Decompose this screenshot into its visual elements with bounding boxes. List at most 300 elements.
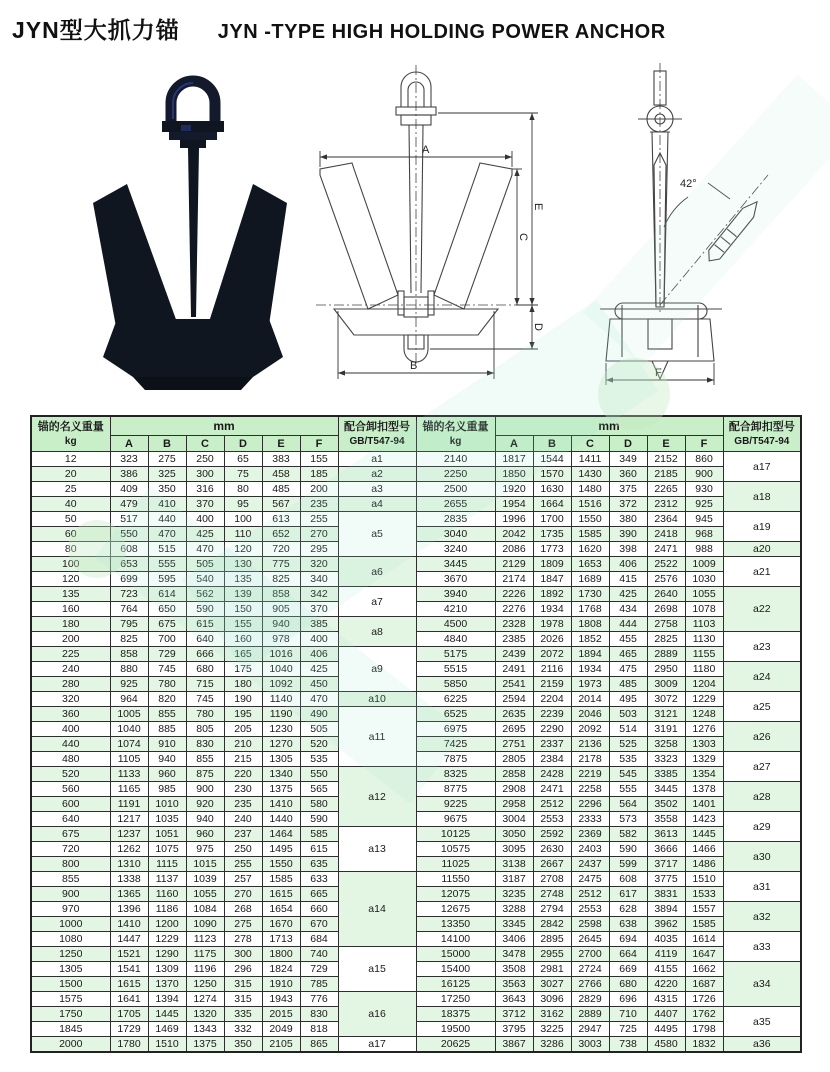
dim-cell: 582 (609, 827, 647, 842)
dim-cell: 1075 (148, 842, 186, 857)
dim-cell: 2174 (495, 572, 533, 587)
dim-cell: 1654 (262, 902, 300, 917)
weight-cell: 600 (31, 797, 110, 812)
dim-cell: 350 (224, 1037, 262, 1053)
dim-cell: 745 (148, 662, 186, 677)
dim-cell: 3288 (495, 902, 533, 917)
dim-cell: 1180 (685, 662, 723, 677)
dim-cell: 296 (224, 962, 262, 977)
dim-cell: 2955 (533, 947, 571, 962)
dim-cell: 968 (685, 527, 723, 542)
weight-cell: 5515 (416, 662, 495, 677)
dim-cell: 3563 (495, 977, 533, 992)
dim-cell: 3027 (533, 977, 571, 992)
dim-cell: 2014 (571, 692, 609, 707)
dim-cell: 370 (300, 602, 338, 617)
dim-cell: 2086 (495, 542, 533, 557)
dim-cell: 130 (224, 557, 262, 572)
weight-cell: 40 (31, 497, 110, 512)
dim-cell: 1768 (571, 602, 609, 617)
dim-cell: 776 (300, 992, 338, 1007)
dim-cell: 2384 (533, 752, 571, 767)
dim-cell: 650 (148, 602, 186, 617)
weight-cell: 800 (31, 857, 110, 872)
table-row (31, 602, 801, 617)
dim-cell: 1204 (685, 677, 723, 692)
dim-col-header: B (533, 436, 571, 452)
dim-cell: 988 (685, 542, 723, 557)
dim-cell: 613 (262, 512, 300, 527)
table-row (31, 1007, 801, 1022)
weight-cell: 2250 (416, 467, 495, 482)
dim-cell: 608 (609, 872, 647, 887)
shackle-header-left (338, 416, 416, 452)
anchor-drawing-front (298, 57, 550, 395)
dim-cell: 1401 (685, 797, 723, 812)
dim-cell: 1852 (571, 632, 609, 647)
table-row (31, 767, 801, 782)
table-row (31, 782, 801, 797)
weight-cell: 180 (31, 617, 110, 632)
table-row (31, 932, 801, 947)
dim-cell: 664 (609, 947, 647, 962)
shackle-cell: a11 (338, 707, 416, 767)
shackle-cell: a16 (338, 992, 416, 1037)
shackle-cell: a17 (723, 452, 801, 482)
page-title-english: JYN -TYPE HIGH HOLDING POWER ANCHOR (217, 21, 666, 43)
dim-cell: 1713 (262, 932, 300, 947)
dim-cell: 1464 (262, 827, 300, 842)
dim-cell: 3613 (647, 827, 685, 842)
dim-cell: 350 (148, 482, 186, 497)
dim-cell: 2553 (533, 812, 571, 827)
dim-cell: 2695 (495, 722, 533, 737)
weight-cell: 2500 (416, 482, 495, 497)
dim-cell: 925 (110, 677, 148, 692)
front-outline (316, 65, 516, 367)
dim-cell: 1155 (685, 647, 723, 662)
dim-cell: 1440 (262, 812, 300, 827)
dim-cell: 2428 (533, 767, 571, 782)
dim-cell: 825 (262, 572, 300, 587)
dim-cell: 2105 (262, 1037, 300, 1053)
dim-col-header: D (609, 436, 647, 452)
weight-cell: 520 (31, 767, 110, 782)
dim-cell: 300 (224, 947, 262, 962)
dim-cell: 3831 (647, 887, 685, 902)
dim-cell: 300 (186, 467, 224, 482)
dim-cell: 595 (148, 572, 186, 587)
dim-cell: 2159 (533, 677, 571, 692)
weight-cell: 60 (31, 527, 110, 542)
dim-cell: 205 (224, 722, 262, 737)
dim-cell: 3072 (647, 692, 685, 707)
weight-cell: 160 (31, 602, 110, 617)
dim-cell: 696 (609, 992, 647, 1007)
dim-cell: 2491 (495, 662, 533, 677)
dim-cell: 332 (224, 1022, 262, 1037)
dim-cell: 505 (186, 557, 224, 572)
dim-cell: 195 (224, 707, 262, 722)
dim-label-f: F (655, 367, 662, 379)
dim-cell: 1084 (186, 902, 224, 917)
dim-cell: 1495 (262, 842, 300, 857)
dim-cell: 930 (685, 482, 723, 497)
dim-cell: 1055 (186, 887, 224, 902)
dim-cell: 415 (609, 572, 647, 587)
dim-cell: 250 (186, 452, 224, 467)
table-row (31, 752, 801, 767)
dim-cell: 1320 (186, 1007, 224, 1022)
dim-cell: 1375 (262, 782, 300, 797)
dim-cell: 858 (110, 647, 148, 662)
dim-cell: 3258 (647, 737, 685, 752)
dim-cell: 340 (300, 572, 338, 587)
anchor-silhouette (93, 81, 287, 390)
weight-cell: 440 (31, 737, 110, 752)
dim-cell: 275 (224, 917, 262, 932)
shackle-cell: a26 (723, 722, 801, 752)
dim-label-e: E (532, 203, 544, 211)
dim-cell: 495 (609, 692, 647, 707)
dim-cell: 2598 (571, 917, 609, 932)
weight-cell: 1845 (31, 1022, 110, 1037)
dim-cell: 1354 (685, 767, 723, 782)
table-row (31, 947, 801, 962)
dim-cell: 2908 (495, 782, 533, 797)
dim-cell: 139 (224, 587, 262, 602)
dim-cell: 1689 (571, 572, 609, 587)
dim-cell: 3004 (495, 812, 533, 827)
dim-cell: 2958 (495, 797, 533, 812)
dim-cell: 670 (300, 917, 338, 932)
dim-col-header: F (300, 436, 338, 452)
table-row (31, 452, 801, 467)
dim-cell: 880 (110, 662, 148, 677)
dim-cell: 485 (609, 677, 647, 692)
dim-cell: 2276 (495, 602, 533, 617)
dim-cell: 1798 (685, 1022, 723, 1037)
weight-cell: 13350 (416, 917, 495, 932)
table-row (31, 872, 801, 887)
dim-cell: 1430 (571, 467, 609, 482)
dim-cell: 860 (685, 452, 723, 467)
dim-cell: 425 (186, 527, 224, 542)
dim-cell: 335 (224, 1007, 262, 1022)
dim-cell: 1664 (533, 497, 571, 512)
dim-cell: 470 (186, 542, 224, 557)
dim-cell: 684 (300, 932, 338, 947)
weight-cell: 1500 (31, 977, 110, 992)
dim-cell: 1040 (262, 662, 300, 677)
dim-cell: 608 (110, 542, 148, 557)
shackle-cell: a20 (723, 542, 801, 557)
dim-cell: 2226 (495, 587, 533, 602)
weight-cell: 320 (31, 692, 110, 707)
dim-cell: 1445 (148, 1007, 186, 1022)
dim-cell: 406 (609, 557, 647, 572)
dim-cell: 4155 (647, 962, 685, 977)
dim-cell: 470 (300, 692, 338, 707)
dim-cell: 1250 (186, 977, 224, 992)
dim-cell: 1035 (148, 812, 186, 827)
dim-cell: 2072 (533, 647, 571, 662)
dim-cell: 4407 (647, 1007, 685, 1022)
weight-cell: 3670 (416, 572, 495, 587)
dim-cell: 2522 (647, 557, 685, 572)
dim-cell: 785 (300, 977, 338, 992)
dim-cell: 2640 (647, 587, 685, 602)
table-row (31, 467, 801, 482)
dim-cell: 2219 (571, 767, 609, 782)
dim-cell: 3775 (647, 872, 685, 887)
dim-cell: 2708 (533, 872, 571, 887)
dim-cell: 190 (224, 692, 262, 707)
weight-cell: 15400 (416, 962, 495, 977)
dim-cell: 120 (224, 542, 262, 557)
dim-cell: 2635 (495, 707, 533, 722)
dim-cell: 665 (300, 887, 338, 902)
dim-cell: 257 (224, 872, 262, 887)
dim-cell: 1541 (110, 962, 148, 977)
weight-cell: 9225 (416, 797, 495, 812)
dim-cell: 514 (609, 722, 647, 737)
dim-cell: 1585 (685, 917, 723, 932)
dim-cell: 1160 (148, 887, 186, 902)
dim-cell: 1480 (571, 482, 609, 497)
weight-cell: 17250 (416, 992, 495, 1007)
weight-cell: 7875 (416, 752, 495, 767)
shackle-cell: a27 (723, 752, 801, 782)
dim-cell: 699 (110, 572, 148, 587)
weight-cell: 2140 (416, 452, 495, 467)
dim-cell: 805 (186, 722, 224, 737)
dim-cell: 1817 (495, 452, 533, 467)
weight-cell: 2655 (416, 497, 495, 512)
dim-cell: 2895 (533, 932, 571, 947)
dim-cell: 1996 (495, 512, 533, 527)
weight-cell: 970 (31, 902, 110, 917)
shackle-cell: a36 (723, 1037, 801, 1053)
dim-cell: 1486 (685, 857, 723, 872)
dim-cell: 1920 (495, 482, 533, 497)
dim-cell: 3666 (647, 842, 685, 857)
dim-cell: 3191 (647, 722, 685, 737)
spec-table-wrap (30, 415, 802, 1053)
shackle-cell: a2 (338, 467, 416, 482)
shackle-cell: a29 (723, 812, 801, 842)
dim-cell: 3385 (647, 767, 685, 782)
dim-cell: 1394 (148, 992, 186, 1007)
dim-cell: 444 (609, 617, 647, 632)
dim-cell: 830 (300, 1007, 338, 1022)
dim-cell: 2842 (533, 917, 571, 932)
shackle-standard-label: GB/T547-94 (349, 436, 405, 447)
dim-cell: 1510 (148, 1037, 186, 1053)
dim-cell: 795 (110, 617, 148, 632)
weight-cell: 5850 (416, 677, 495, 692)
dim-cell: 383 (262, 452, 300, 467)
dim-cell: 490 (300, 707, 338, 722)
dim-cell: 240 (224, 812, 262, 827)
dim-cell: 945 (685, 512, 723, 527)
dim-cell: 1365 (110, 887, 148, 902)
dim-cell: 1521 (110, 947, 148, 962)
dim-cell: 1445 (685, 827, 723, 842)
shackle-header-right (723, 416, 801, 452)
dim-cell: 3009 (647, 677, 685, 692)
dim-cell: 1773 (533, 542, 571, 557)
dim-col-header: A (495, 436, 533, 452)
dim-cell: 2667 (533, 857, 571, 872)
weight-cell: 675 (31, 827, 110, 842)
dim-cell: 505 (300, 722, 338, 737)
table-row (31, 797, 801, 812)
dim-cell: 3643 (495, 992, 533, 1007)
dim-cell: 3323 (647, 752, 685, 767)
dim-cell: 615 (186, 617, 224, 632)
shackle-cell: a1 (338, 452, 416, 467)
dim-cell: 1229 (148, 932, 186, 947)
dim-cell: 1615 (262, 887, 300, 902)
dim-cell: 1005 (110, 707, 148, 722)
dim-cell: 135 (224, 572, 262, 587)
dim-cell: 1894 (571, 647, 609, 662)
dim-cell: 1447 (110, 932, 148, 947)
weight-cell: 2835 (416, 512, 495, 527)
weight-header-right (416, 416, 495, 452)
dim-cell: 1009 (685, 557, 723, 572)
dim-cell: 2439 (495, 647, 533, 662)
weight-cell: 100 (31, 557, 110, 572)
weight-cell: 10125 (416, 827, 495, 842)
weight-cell: 240 (31, 662, 110, 677)
table-row (31, 917, 801, 932)
dim-cell: 255 (224, 857, 262, 872)
dim-cell: 905 (262, 602, 300, 617)
shackle-cell: a21 (723, 557, 801, 587)
dim-cell: 1343 (186, 1022, 224, 1037)
weight-cell: 280 (31, 677, 110, 692)
shackle-cell: a10 (338, 692, 416, 707)
dim-cell: 540 (186, 572, 224, 587)
dim-cell: 964 (110, 692, 148, 707)
dim-cell: 535 (300, 752, 338, 767)
dim-cell: 3050 (495, 827, 533, 842)
dim-cell: 875 (186, 767, 224, 782)
weight-cell: 3040 (416, 527, 495, 542)
weight-cell: 11550 (416, 872, 495, 887)
dim-cell: 1647 (685, 947, 723, 962)
shackle-cell: a28 (723, 782, 801, 812)
weight-cell: 15000 (416, 947, 495, 962)
dim-cell: 960 (186, 827, 224, 842)
dim-cell: 1310 (110, 857, 148, 872)
dim-cell: 2296 (571, 797, 609, 812)
dim-cell: 95 (224, 497, 262, 512)
dim-cell: 1010 (148, 797, 186, 812)
weight-cell: 1080 (31, 932, 110, 947)
dim-col-header: C (186, 436, 224, 452)
dim-cell: 517 (110, 512, 148, 527)
dim-cell: 165 (224, 647, 262, 662)
dim-cell: 2825 (647, 632, 685, 647)
dim-cell: 1115 (148, 857, 186, 872)
dim-cell: 1303 (685, 737, 723, 752)
dim-cell: 599 (609, 857, 647, 872)
dim-cell: 2042 (495, 527, 533, 542)
shackle-cell: a7 (338, 587, 416, 617)
weight-cell: 1250 (31, 947, 110, 962)
dim-cell: 325 (148, 467, 186, 482)
dim-cell: 2794 (533, 902, 571, 917)
table-row (31, 542, 801, 557)
weight-cell: 8325 (416, 767, 495, 782)
weight-cell: 3445 (416, 557, 495, 572)
weight-unit-label: kg (449, 436, 462, 447)
weight-cell: 1575 (31, 992, 110, 1007)
dim-cell: 855 (148, 707, 186, 722)
weight-cell: 3240 (416, 542, 495, 557)
dim-cell: 485 (262, 482, 300, 497)
dim-cell: 2981 (533, 962, 571, 977)
table-header (31, 416, 801, 452)
dim-cell: 640 (186, 632, 224, 647)
dim-cell: 406 (300, 647, 338, 662)
dim-cell: 3867 (495, 1037, 533, 1053)
table-row (31, 992, 801, 1007)
dim-cell: 775 (262, 557, 300, 572)
dim-cell: 1585 (262, 872, 300, 887)
dim-cell: 1105 (110, 752, 148, 767)
dim-cell: 2512 (533, 797, 571, 812)
dim-cell: 764 (110, 602, 148, 617)
weight-cell: 4210 (416, 602, 495, 617)
table-row (31, 617, 801, 632)
dim-cell: 1824 (262, 962, 300, 977)
table-row (31, 902, 801, 917)
weight-cell: 1305 (31, 962, 110, 977)
dim-cell: 3558 (647, 812, 685, 827)
dim-cell: 1051 (148, 827, 186, 842)
dim-cell: 155 (224, 617, 262, 632)
dim-cell: 1533 (685, 887, 723, 902)
dim-label-a: A (422, 144, 430, 156)
dim-cell: 160 (224, 632, 262, 647)
shackle-cell: a5 (338, 512, 416, 557)
dim-cell: 780 (186, 707, 224, 722)
dim-cell: 1074 (110, 737, 148, 752)
diagram-row (0, 55, 830, 400)
table-row (31, 662, 801, 677)
dim-cell: 1140 (262, 692, 300, 707)
dim-cell: 458 (262, 467, 300, 482)
dim-cell: 3508 (495, 962, 533, 977)
dim-cell: 1123 (186, 932, 224, 947)
weight-cell: 11025 (416, 857, 495, 872)
dim-cell: 230 (224, 782, 262, 797)
dim-cell: 349 (609, 452, 647, 467)
weight-cell: 640 (31, 812, 110, 827)
dim-cell: 1550 (571, 512, 609, 527)
dim-cell: 1092 (262, 677, 300, 692)
spec-table (30, 415, 802, 1053)
dim-cell: 858 (262, 587, 300, 602)
dim-cell: 479 (110, 497, 148, 512)
dim-cell: 675 (148, 617, 186, 632)
dim-cell: 1137 (148, 872, 186, 887)
dim-cell: 3235 (495, 887, 533, 902)
